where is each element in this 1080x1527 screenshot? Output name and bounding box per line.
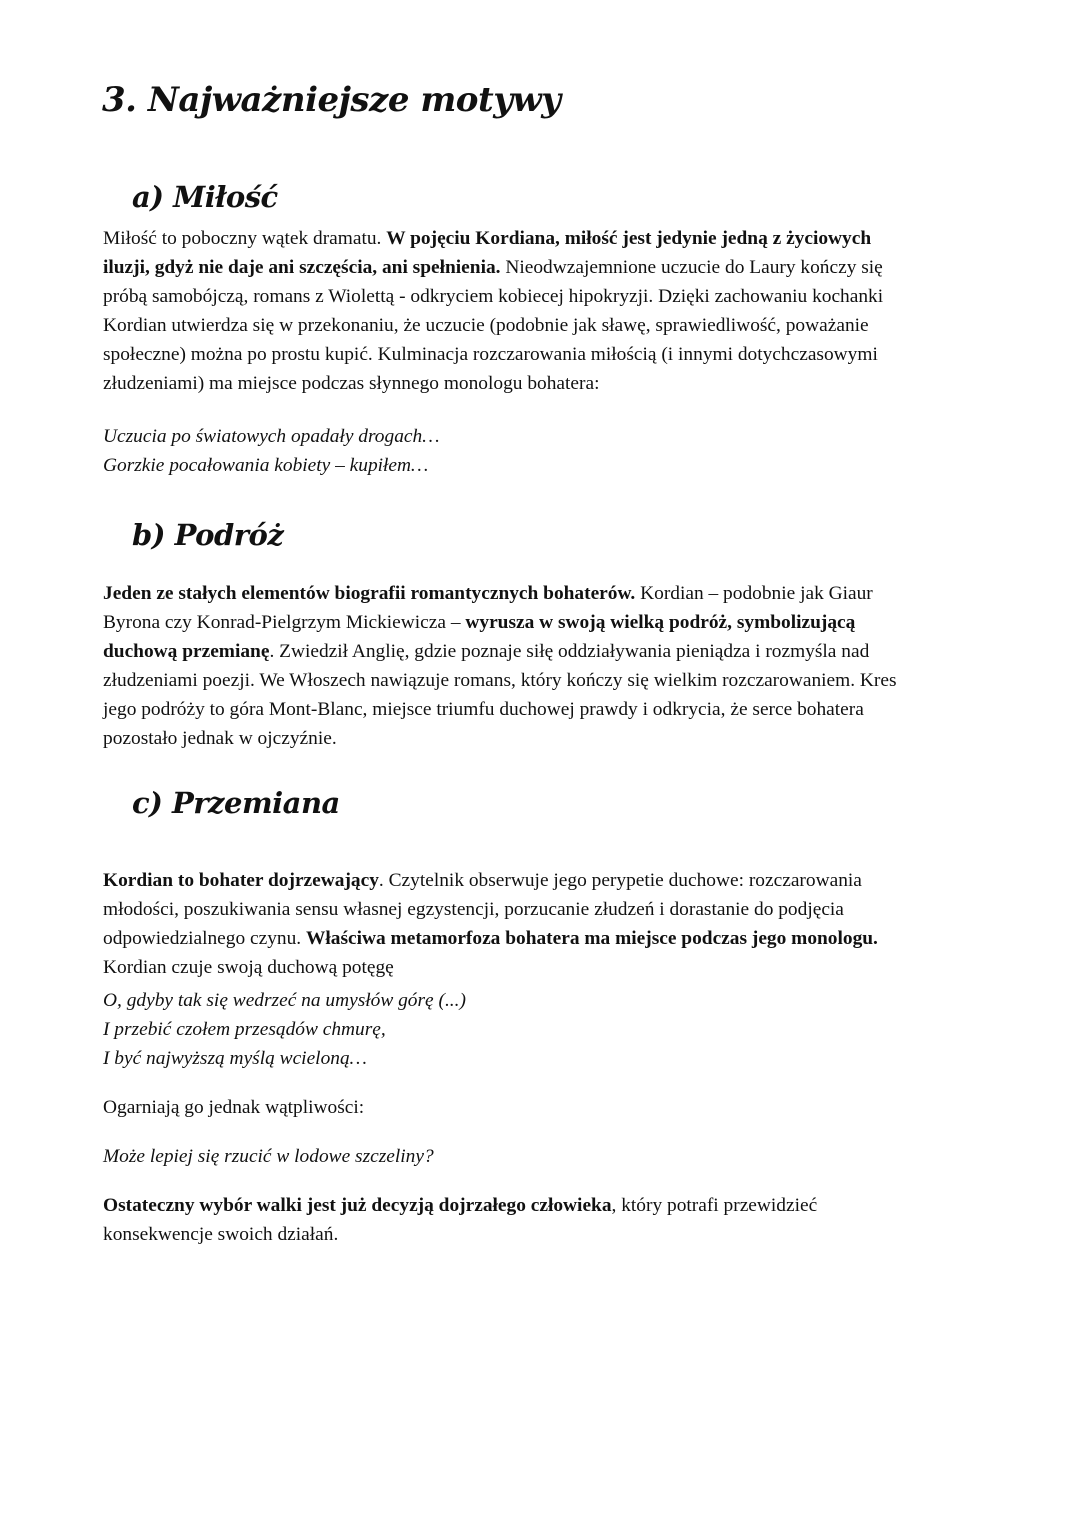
- text-line: Ostateczny wybór walki jest już decyzją dojrzałego człowieka, który potrafi przewidzieć: [103, 1195, 818, 1216]
- text-line: odpowiedzialnego czynu. Właściwa metamorfoza bohatera ma miejsce podczas jego monologu.: [103, 928, 878, 949]
- quote-line: O, gdyby tak się wedrzeć na umysłów górę (...): [103, 990, 466, 1011]
- quote-line: Gorzkie pocałowania kobiety – kupiłem…: [103, 455, 429, 476]
- page-title: 3. Najważniejsze motywy: [102, 80, 561, 120]
- text-line: Kordian to bohater dojrzewający. Czytelnik obserwuje jego perypetie duchowe: rozczarowania: [103, 870, 862, 891]
- text-line: Miłość to poboczny wątek dramatu. W pojęciu Kordiana, miłość jest jedynie jedną z życiowych: [103, 228, 872, 249]
- text-line: iluzji, gdyż nie daje ani szczęścia, ani spełnienia. Nieodwzajemnione uczucie do Laury kończy się: [103, 257, 883, 278]
- quote-line: I być najwyższą myślą wcieloną…: [103, 1048, 367, 1069]
- quote-line: Uczucia po światowych opadały drogach…: [103, 426, 440, 447]
- paragraph-love: [103, 224, 1003, 398]
- text-line: pozostało jednak w ojczyźnie.: [103, 728, 337, 749]
- text-line: Kordian utwierdza się w przekonaniu, że uczucie (podobnie jak sławę, sprawiedliwość, poważanie: [103, 315, 869, 336]
- section-heading-journey: b) Podróż: [132, 518, 284, 552]
- text-line: złudzeniami poezji. We Włoszech nawiązuje romans, który kończy się wielkim rozczarowaniem. Kres: [103, 670, 897, 691]
- text-line: konsekwencje swoich działań.: [103, 1224, 339, 1245]
- paragraph-transformation: [103, 866, 1003, 982]
- paragraph-closing: [103, 1191, 1003, 1249]
- text-line: społeczne) można po prostu kupić. Kulminacja rozczarowania miłością (i innymi dotychczasowymi: [103, 344, 878, 365]
- quote-transformation: [103, 986, 1003, 1073]
- text-doubts: [103, 1093, 1003, 1122]
- text-line: jego podróży to góra Mont-Blanc, miejsce triumfu duchowej prawdy i odkrycia, że serce bohatera: [103, 699, 864, 720]
- text-line: Kordian czuje swoją duchową potęgę: [103, 957, 394, 978]
- text-line: Byrona czy Konrad-Pielgrzym Mickiewicza – wyrusza w swoją wielką podróż, symbolizującą: [103, 612, 856, 633]
- quote-love: [103, 422, 1003, 480]
- text-line: młodości, poszukiwania sensu własnej egzystencji, porzucanie złudzeń i dorastanie do podjęcia: [103, 899, 844, 920]
- quote-line: Może lepiej się rzucić w lodowe szczeliny?: [103, 1146, 434, 1167]
- quote-doubts: [103, 1142, 1003, 1171]
- text-line: próbą samobójczą, romans z Wiolettą - odkryciem kobiecej hipokryzji. Dzięki zachowaniu kochanki: [103, 286, 884, 307]
- paragraph-journey: [103, 579, 1003, 753]
- text-line: Jeden ze stałych elementów biografii romantycznych bohaterów. Kordian – podobnie jak Giaur: [103, 583, 873, 604]
- text-line: złudzeniami) ma miejsce podczas słynnego monologu bohatera:: [103, 373, 600, 394]
- quote-line: I przebić czołem przesądów chmurę,: [103, 1019, 386, 1040]
- text-line: duchową przemianę. Zwiedził Anglię, gdzie poznaje siłę oddziaływania pieniądza i rozmyśla nad: [103, 641, 870, 662]
- text-line: Ogarniają go jednak wątpliwości:: [103, 1097, 365, 1118]
- section-heading-transformation: c) Przemiana: [132, 786, 340, 820]
- section-heading-love: a) Miłość: [132, 180, 278, 214]
